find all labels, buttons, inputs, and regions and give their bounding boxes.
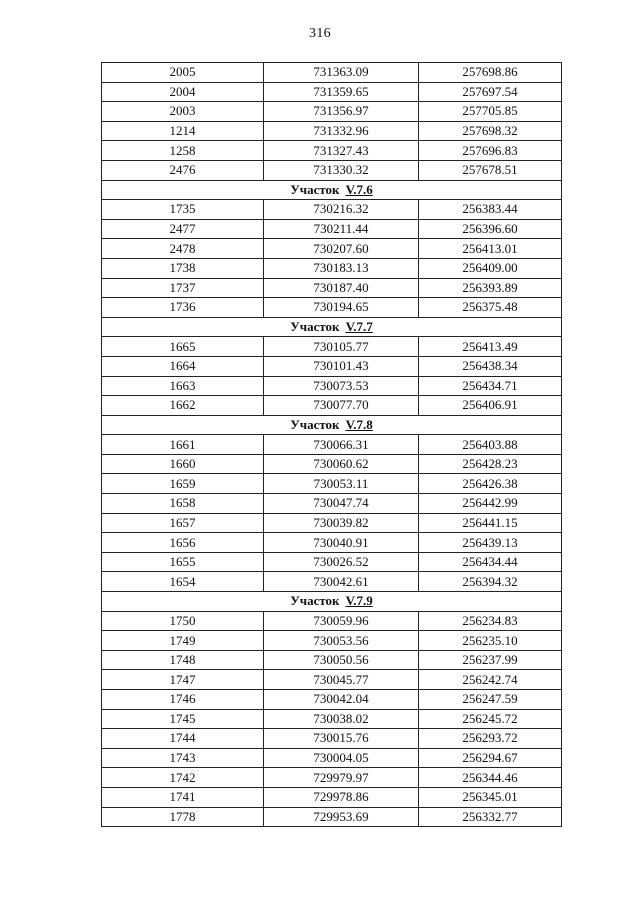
x-coordinate-cell: 730042.61 (264, 572, 419, 592)
table-row (102, 337, 562, 357)
point-number-cell: 1663 (102, 376, 264, 396)
x-coordinate-cell: 730038.02 (264, 709, 419, 729)
x-coordinate-cell: 730053.56 (264, 631, 419, 651)
table-row (102, 768, 562, 788)
table-row (102, 435, 562, 455)
section-header-cell (102, 415, 562, 435)
x-coordinate-cell: 730060.62 (264, 454, 419, 474)
point-number-cell: 1658 (102, 494, 264, 514)
section-label: Участок (290, 416, 340, 432)
y-coordinate-cell: 257697.54 (419, 82, 562, 102)
point-number-cell: 2003 (102, 102, 264, 122)
point-number-cell: 2476 (102, 160, 264, 180)
y-coordinate-cell: 256344.46 (419, 768, 562, 788)
x-coordinate-cell: 730211.44 (264, 219, 419, 239)
section-header-row (102, 415, 562, 435)
table-row (102, 219, 562, 239)
y-coordinate-cell: 256409.00 (419, 258, 562, 278)
y-coordinate-cell: 256393.89 (419, 278, 562, 298)
point-number-cell: 2477 (102, 219, 264, 239)
x-coordinate-cell: 729979.97 (264, 768, 419, 788)
x-coordinate-cell: 730194.65 (264, 298, 419, 318)
point-number-cell: 1748 (102, 650, 264, 670)
table-row (102, 552, 562, 572)
table-row (102, 258, 562, 278)
x-coordinate-cell: 730004.05 (264, 748, 419, 768)
table-row (102, 729, 562, 749)
y-coordinate-cell: 256434.71 (419, 376, 562, 396)
coordinates-table-body (102, 63, 562, 827)
table-row (102, 63, 562, 83)
point-number-cell: 1747 (102, 670, 264, 690)
point-number-cell: 1742 (102, 768, 264, 788)
table-row (102, 141, 562, 161)
y-coordinate-cell: 256247.59 (419, 690, 562, 710)
point-number-cell: 1655 (102, 552, 264, 572)
section-header-cell (102, 180, 562, 200)
x-coordinate-cell: 730042.04 (264, 690, 419, 710)
y-coordinate-cell: 256345.01 (419, 787, 562, 807)
y-coordinate-cell: 257698.32 (419, 121, 562, 141)
point-number-cell: 1738 (102, 258, 264, 278)
table-row (102, 807, 562, 827)
table-row (102, 376, 562, 396)
x-coordinate-cell: 730077.70 (264, 396, 419, 416)
point-number-cell: 2478 (102, 239, 264, 259)
y-coordinate-cell: 256441.15 (419, 513, 562, 533)
y-coordinate-cell: 256396.60 (419, 219, 562, 239)
section-header-row (102, 180, 562, 200)
table-row (102, 611, 562, 631)
point-number-cell: 1746 (102, 690, 264, 710)
point-number-cell: 1778 (102, 807, 264, 827)
x-coordinate-cell: 730026.52 (264, 552, 419, 572)
x-coordinate-cell: 730015.76 (264, 729, 419, 749)
point-number-cell: 1737 (102, 278, 264, 298)
page-number: 316 (309, 26, 331, 41)
x-coordinate-cell: 731359.65 (264, 82, 419, 102)
y-coordinate-cell: 256439.13 (419, 533, 562, 553)
x-coordinate-cell: 730207.60 (264, 239, 419, 259)
section-label: Участок (290, 593, 340, 609)
coordinates-table (101, 62, 562, 827)
y-coordinate-cell: 256438.34 (419, 356, 562, 376)
section-code: V.7.8 (345, 416, 373, 432)
table-row (102, 278, 562, 298)
table-row (102, 709, 562, 729)
section-label: Участок (290, 181, 340, 197)
x-coordinate-cell: 731332.96 (264, 121, 419, 141)
table-row (102, 474, 562, 494)
y-coordinate-cell: 256234.83 (419, 611, 562, 631)
y-coordinate-cell: 257705.85 (419, 102, 562, 122)
table-row (102, 160, 562, 180)
y-coordinate-cell: 256383.44 (419, 200, 562, 220)
point-number-cell: 1659 (102, 474, 264, 494)
table-row (102, 396, 562, 416)
y-coordinate-cell: 256245.72 (419, 709, 562, 729)
y-coordinate-cell: 256293.72 (419, 729, 562, 749)
table-row (102, 356, 562, 376)
x-coordinate-cell: 730040.91 (264, 533, 419, 553)
x-coordinate-cell: 730183.13 (264, 258, 419, 278)
point-number-cell: 1750 (102, 611, 264, 631)
table-row (102, 572, 562, 592)
point-number-cell: 1258 (102, 141, 264, 161)
point-number-cell: 1661 (102, 435, 264, 455)
section-header-row (102, 592, 562, 612)
point-number-cell: 1664 (102, 356, 264, 376)
y-coordinate-cell: 256426.38 (419, 474, 562, 494)
table-row (102, 82, 562, 102)
x-coordinate-cell: 731363.09 (264, 63, 419, 83)
section-header-row (102, 317, 562, 337)
y-coordinate-cell: 256332.77 (419, 807, 562, 827)
table-row (102, 298, 562, 318)
x-coordinate-cell: 730050.56 (264, 650, 419, 670)
table-row (102, 121, 562, 141)
table-row (102, 631, 562, 651)
x-coordinate-cell: 731327.43 (264, 141, 419, 161)
table-row (102, 239, 562, 259)
x-coordinate-cell: 730039.82 (264, 513, 419, 533)
y-coordinate-cell: 256294.67 (419, 748, 562, 768)
table-row (102, 690, 562, 710)
table-row (102, 748, 562, 768)
table-row (102, 494, 562, 514)
table-row (102, 787, 562, 807)
y-coordinate-cell: 256235.10 (419, 631, 562, 651)
table-row (102, 102, 562, 122)
x-coordinate-cell: 730066.31 (264, 435, 419, 455)
point-number-cell: 1660 (102, 454, 264, 474)
section-header-cell (102, 317, 562, 337)
y-coordinate-cell: 256394.32 (419, 572, 562, 592)
y-coordinate-cell: 256242.74 (419, 670, 562, 690)
x-coordinate-cell: 730101.43 (264, 356, 419, 376)
y-coordinate-cell: 257698.86 (419, 63, 562, 83)
x-coordinate-cell: 730216.32 (264, 200, 419, 220)
y-coordinate-cell: 256428.23 (419, 454, 562, 474)
x-coordinate-cell: 730045.77 (264, 670, 419, 690)
x-coordinate-cell: 730187.40 (264, 278, 419, 298)
x-coordinate-cell: 731356.97 (264, 102, 419, 122)
point-number-cell: 1745 (102, 709, 264, 729)
table-row (102, 670, 562, 690)
x-coordinate-cell: 730073.53 (264, 376, 419, 396)
table-row (102, 200, 562, 220)
x-coordinate-cell: 730059.96 (264, 611, 419, 631)
point-number-cell: 1741 (102, 787, 264, 807)
point-number-cell: 1657 (102, 513, 264, 533)
point-number-cell: 1735 (102, 200, 264, 220)
x-coordinate-cell: 729953.69 (264, 807, 419, 827)
point-number-cell: 1743 (102, 748, 264, 768)
point-number-cell: 1654 (102, 572, 264, 592)
table-row (102, 650, 562, 670)
x-coordinate-cell: 730053.11 (264, 474, 419, 494)
point-number-cell: 1214 (102, 121, 264, 141)
x-coordinate-cell: 729978.86 (264, 787, 419, 807)
x-coordinate-cell: 730047.74 (264, 494, 419, 514)
y-coordinate-cell: 256413.01 (419, 239, 562, 259)
table-row (102, 454, 562, 474)
point-number-cell: 1665 (102, 337, 264, 357)
section-header-cell (102, 592, 562, 612)
x-coordinate-cell: 730105.77 (264, 337, 419, 357)
section-code: V.7.6 (345, 181, 373, 197)
y-coordinate-cell: 256406.91 (419, 396, 562, 416)
point-number-cell: 1656 (102, 533, 264, 553)
point-number-cell: 1749 (102, 631, 264, 651)
x-coordinate-cell: 731330.32 (264, 160, 419, 180)
point-number-cell: 1662 (102, 396, 264, 416)
table-row (102, 513, 562, 533)
y-coordinate-cell: 256413.49 (419, 337, 562, 357)
y-coordinate-cell: 256434.44 (419, 552, 562, 572)
y-coordinate-cell: 256442.99 (419, 494, 562, 514)
point-number-cell: 1744 (102, 729, 264, 749)
y-coordinate-cell: 257678.51 (419, 160, 562, 180)
y-coordinate-cell: 256237.99 (419, 650, 562, 670)
y-coordinate-cell: 257696.83 (419, 141, 562, 161)
y-coordinate-cell: 256375.48 (419, 298, 562, 318)
point-number-cell: 2004 (102, 82, 264, 102)
section-code: V.7.9 (345, 593, 373, 609)
point-number-cell: 1736 (102, 298, 264, 318)
section-code: V.7.7 (345, 319, 373, 335)
y-coordinate-cell: 256403.88 (419, 435, 562, 455)
table-row (102, 533, 562, 553)
section-label: Участок (290, 319, 340, 335)
point-number-cell: 2005 (102, 63, 264, 83)
